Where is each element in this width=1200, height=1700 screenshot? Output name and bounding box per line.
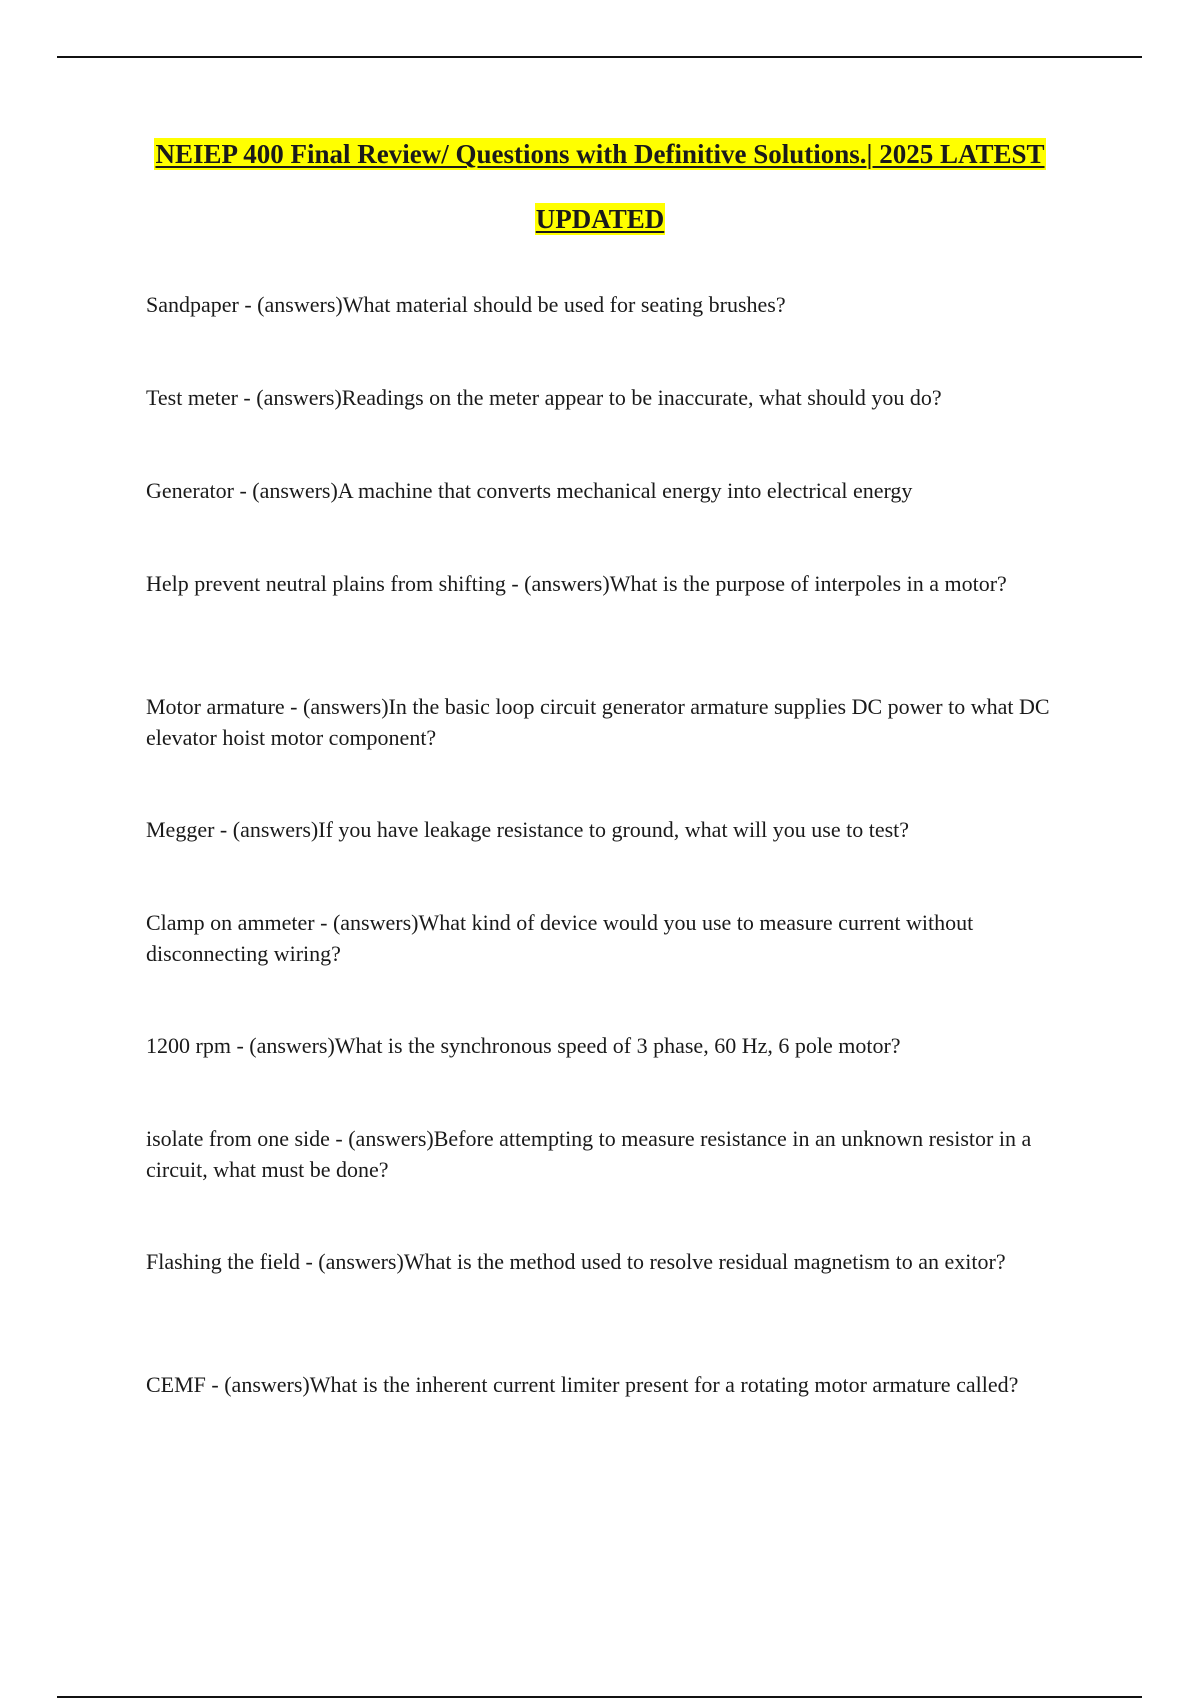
qa-entry: CEMF - (answers)What is the inherent current limiter present for a rotating motor armature called? (146, 1372, 1019, 1397)
qa-entry: isolate from one side - (answers)Before attempting to measure resistance in an unknown resistor in a circuit, what must be done? (146, 1126, 1032, 1182)
title-line-1: NEIEP 400 Final Review/ Questions with Definitive Solutions.| 2025 LATEST (155, 139, 1045, 169)
qa-entry: Test meter - (answers)Readings on the meter appear to be inaccurate, what should you do? (146, 385, 942, 410)
qa-entry: Flashing the field - (answers)What is the method used to resolve residual magnetism to an exitor? (146, 1249, 1006, 1274)
question-answer-list (146, 289, 1086, 1492)
qa-entry: Generator - (answers)A machine that converts mechanical energy into electrical energy (146, 478, 913, 503)
top-rule (57, 56, 1142, 58)
qa-entry: Help prevent neutral plains from shifting - (answers)What is the purpose of interpoles in a motor? (146, 571, 1007, 596)
qa-entry: Clamp on ammeter - (answers)What kind of device would you use to measure current without disconnecting wiring? (146, 910, 974, 966)
qa-entry: 1200 rpm - (answers)What is the synchronous speed of 3 phase, 60 Hz, 6 pole motor? (146, 1033, 901, 1058)
qa-entry: Motor armature - (answers)In the basic loop circuit generator armature supplies DC power to what DC elevator hoist motor component? (146, 694, 1050, 750)
title-line-2: UPDATED (535, 204, 665, 234)
qa-entry: Sandpaper - (answers)What material should be used for seating brushes? (146, 292, 786, 317)
qa-entry: Megger - (answers)If you have leakage resistance to ground, what will you use to test? (146, 817, 910, 842)
bottom-rule (57, 1696, 1142, 1698)
